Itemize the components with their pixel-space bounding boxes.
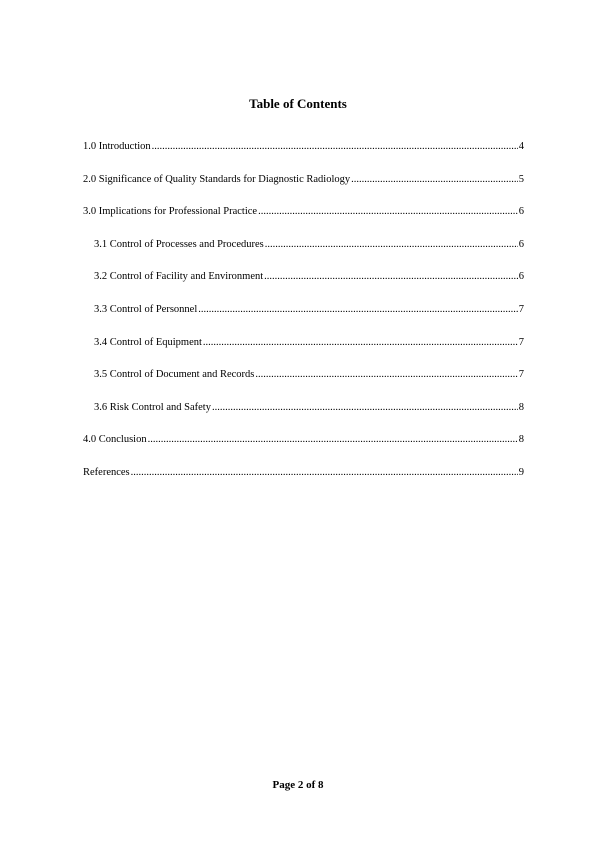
toc-entry-risk-control[interactable] [83, 401, 524, 434]
toc-page-number: 4 [518, 141, 524, 152]
toc-page-number: 7 [518, 336, 524, 348]
toc-dot-leader [351, 173, 518, 187]
toc-entry-references[interactable] [83, 466, 524, 499]
toc-entry-facility[interactable] [83, 270, 524, 303]
toc-dot-leader [131, 466, 518, 480]
toc-entry-label: 1.0 Introduction [83, 141, 151, 152]
toc-entry-label: 3.0 Implications for Professional Practice [83, 206, 258, 218]
toc-entry-label: 3.1 Control of Processes and Procedures [94, 238, 264, 250]
toc-page-number: 6 [518, 206, 524, 218]
toc-dot-leader [212, 401, 518, 415]
toc-page-number: 7 [518, 369, 524, 381]
toc-entry-label: References [83, 466, 130, 478]
toc-entry-records[interactable] [83, 368, 524, 401]
toc-page-number: 7 [518, 303, 524, 315]
toc-page-number: 9 [518, 466, 524, 478]
toc-page-number: 6 [518, 271, 524, 283]
toc-entry-equipment[interactable] [83, 336, 524, 369]
toc-entry-conclusion[interactable] [83, 433, 524, 466]
page-number-footer: Page 2 of 8 [272, 779, 324, 791]
toc-dot-leader [264, 270, 518, 284]
toc-dot-leader [148, 433, 518, 447]
toc-entry-introduction[interactable] [83, 140, 524, 173]
toc-entry-personnel[interactable] [83, 303, 524, 336]
toc-entry-significance[interactable] [83, 173, 524, 206]
toc-dot-leader [265, 238, 518, 252]
toc-page-number: 8 [518, 401, 524, 413]
toc-dot-leader [198, 303, 518, 317]
toc-entry-label: 2.0 Significance of Quality Standards for Diagnostic Radiology [83, 173, 351, 185]
toc-entry-label: 3.3 Control of Personnel [94, 303, 198, 315]
toc-page-number: 6 [518, 238, 524, 250]
toc-dot-leader [258, 205, 518, 219]
toc-entry-processes[interactable] [83, 238, 524, 271]
toc-page-number: 5 [518, 173, 524, 185]
toc-dot-leader [152, 140, 518, 154]
toc-entry-label: 3.5 Control of Document and Records [94, 369, 255, 381]
toc-page-number: 8 [518, 434, 524, 446]
page-title: Table of Contents [249, 96, 347, 111]
toc-entry-label: 3.4 Control of Equipment [94, 336, 202, 348]
toc-entry-implications[interactable] [83, 205, 524, 238]
toc-entry-label: 4.0 Conclusion [83, 434, 147, 446]
toc-dot-leader [203, 336, 518, 350]
toc-entry-label: 3.6 Risk Control and Safety [94, 401, 211, 413]
table-of-contents [83, 140, 524, 499]
toc-dot-leader [255, 368, 517, 382]
toc-entry-label: 3.2 Control of Facility and Environment [94, 271, 264, 283]
